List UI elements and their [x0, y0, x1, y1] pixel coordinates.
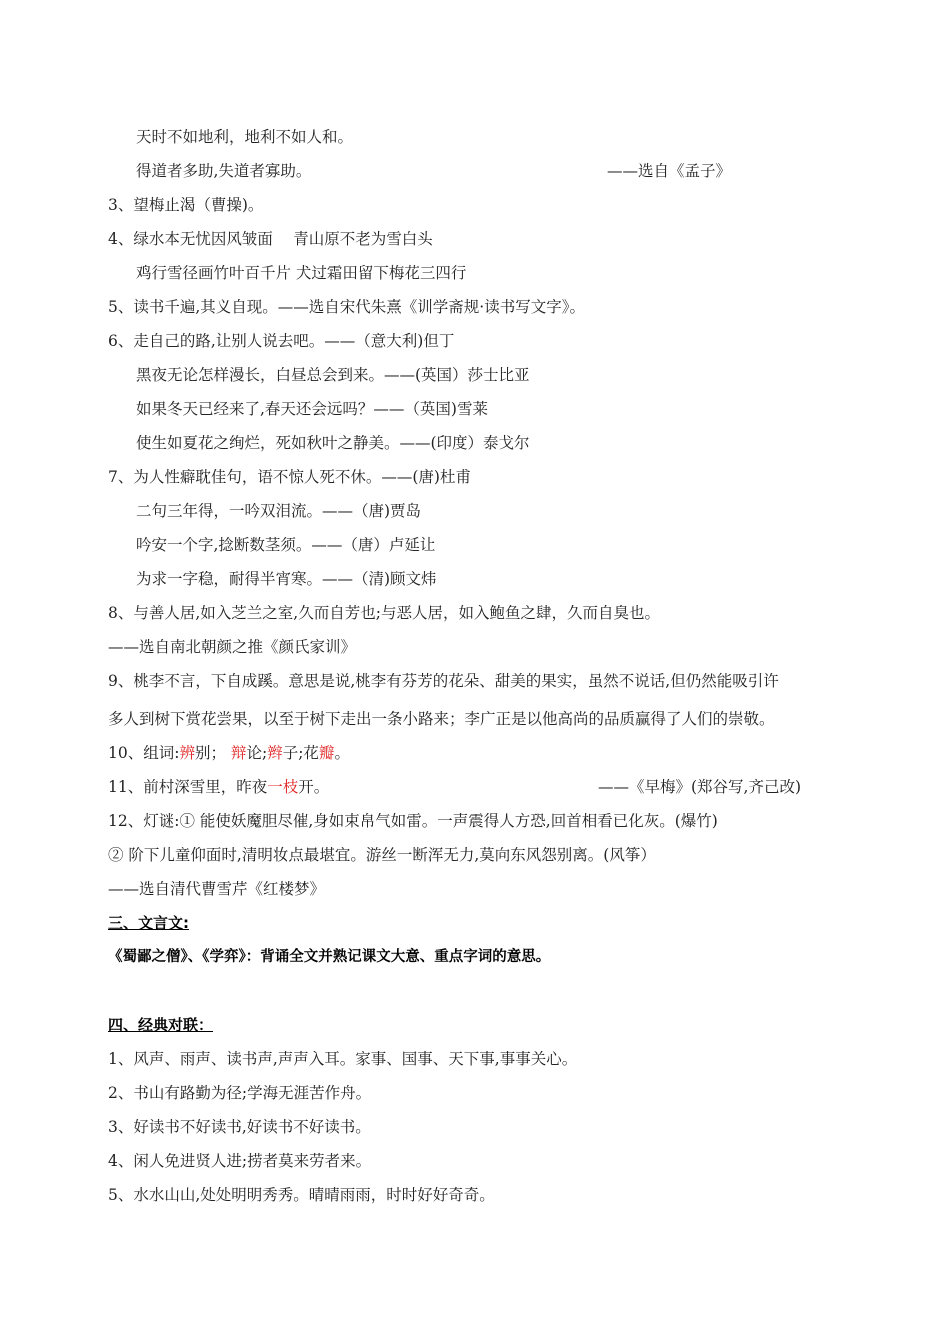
list-item [108, 743, 350, 763]
text-run: 论; [246, 744, 268, 762]
text-run: 子;花 [282, 744, 319, 762]
couplet-item: 3、好读书不好读书,好读书不好读书。 [108, 1118, 371, 1136]
highlight-char: 辩 [230, 744, 247, 762]
list-item-continuation: 黑夜无论怎样漫长，白昼总会到来。——(英国）莎士比亚 [136, 366, 530, 384]
text-run: 。 [334, 744, 350, 762]
highlight-char: 瓣 [318, 744, 335, 762]
highlight-char: 一枝 [267, 778, 299, 796]
list-item: 7、为人性癖耽佳句，语不惊人死不休。——(唐)杜甫 [108, 468, 471, 486]
quote-source: ——选自《孟子》 [607, 162, 732, 180]
list-item-continuation: 多人到树下赏花尝果，以至于树下走出一条小路来；李广正是以他高尚的品质赢得了人们的崇敬。 [108, 710, 775, 728]
section-text: 《蜀鄙之僧》、《学弈》：背诵全文并熟记课文大意、重点字词的意思。 [108, 949, 551, 965]
section-heading: 四、经典对联： [108, 1016, 214, 1034]
list-item-source: ——选自南北朝颜之推《颜氏家训》 [108, 638, 357, 656]
list-item-continuation: 为求一字稳，耐得半宵寒。——（清)顾文炜 [136, 570, 437, 588]
quote-line: 得道者多助,失道者寡助。 [136, 162, 312, 180]
couplet-item: 1、风声、雨声、读书声,声声入耳。家事、国事、天下事,事事关心。 [108, 1050, 578, 1068]
list-item: 5、读书千遍,其义自现。——选自宋代朱熹《训学斋规·读书写文字》。 [108, 298, 585, 316]
text-run: 10、组词: [108, 744, 180, 762]
text-run: 别； [194, 744, 226, 762]
couplet-item: 4、闲人免进贤人进;捞者莫来劳者来。 [108, 1152, 372, 1170]
list-item-continuation: ② 阶下儿童仰面时,清明妆点最堪宜。游丝一断浑无力,莫向东风怨别离。(风筝） [108, 846, 656, 864]
list-item: 6、走自己的路,让别人说去吧。——（意大利)但丁 [108, 332, 455, 350]
list-item: 9、桃李不言，下自成蹊。意思是说,桃李有芬芳的花朵、甜美的果实，虽然不说话,但仍然能吸引许 [108, 672, 779, 690]
couplet-item: 2、书山有路勤为径;学海无涯苦作舟。 [108, 1084, 372, 1102]
list-item-continuation: 使生如夏花之绚烂，死如秋叶之静美。——(印度）泰戈尔 [136, 434, 530, 452]
list-item [108, 777, 329, 797]
couplet-item: 5、水水山山,处处明明秀秀。晴晴雨雨，时时好好奇奇。 [108, 1186, 495, 1204]
highlight-char: 辫 [267, 744, 283, 762]
text-run: 11、前村深雪里，昨夜 [108, 778, 268, 796]
quote-source: ——《早梅》(郑谷写,齐己改) [598, 778, 802, 796]
list-item-continuation: 如果冬天已经来了,春天还会远吗？——（英国)雪莱 [136, 400, 488, 418]
list-item-continuation: 二句三年得，一吟双泪流。——（唐)贾岛 [136, 502, 422, 520]
list-item: 3、望梅止渴（曹操)。 [108, 196, 264, 214]
list-item-continuation: 鸡行雪径画竹叶百千片 犬过霜田留下梅花三四行 [136, 264, 467, 282]
section-heading: 三、文言文: [108, 914, 189, 932]
list-item: 12、灯谜:① 能使妖魔胆尽催,身如束帛气如雷。一声震得人方恐,回首相看已化灰。(爆竹) [108, 812, 718, 830]
quote-line: 天时不如地利，地利不如人和。 [136, 128, 354, 146]
list-item-continuation: 吟安一个字,捻断数茎须。——（唐）卢延让 [136, 536, 436, 554]
text-run: 开。 [298, 778, 330, 796]
list-item-source: ——选自清代曹雪芹《红楼梦》 [108, 880, 326, 898]
list-item: 4、绿水本无忧因风皱面 青山原不老为雪白头 [108, 230, 433, 248]
highlight-char: 辨 [179, 744, 195, 762]
list-item: 8、与善人居,如入芝兰之室,久而自芳也;与恶人居，如入鲍鱼之肆，久而自臭也。 [108, 604, 660, 622]
